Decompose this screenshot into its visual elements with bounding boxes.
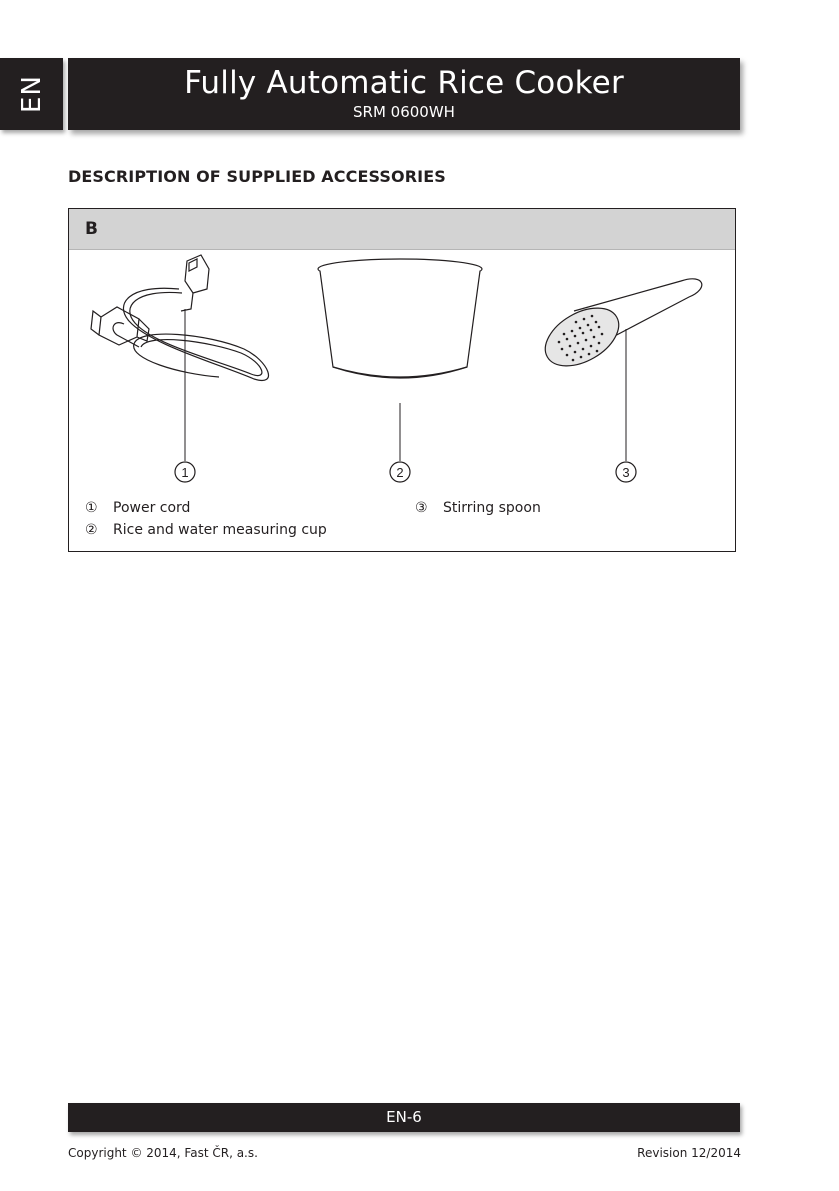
accessories-figure (68, 208, 736, 552)
callout-2-number: 2 (396, 465, 404, 480)
legend-number: ① (85, 500, 98, 516)
page-title: Fully Automatic Rice Cooker (184, 65, 624, 101)
page-number-bar (68, 1103, 740, 1132)
legend-text: Rice and water measuring cup (113, 522, 327, 538)
revision-text: Revision 12/2014 (637, 1146, 741, 1160)
legend-item-measuring-cup (85, 522, 327, 538)
copyright-text: Copyright © 2014, Fast ČR, a.s. (68, 1146, 258, 1160)
language-tab (0, 58, 63, 130)
power-cord-illustration (91, 255, 268, 381)
legend-text: Stirring spoon (443, 500, 541, 516)
section-heading: DESCRIPTION OF SUPPLIED ACCESSORIES (68, 167, 446, 186)
legend-item-power-cord (85, 500, 190, 516)
legend-text: Power cord (113, 500, 191, 516)
figure-label: B (69, 209, 735, 250)
language-tab-label: EN (16, 75, 47, 113)
legend-item-stirring-spoon (415, 500, 541, 516)
legend-number: ② (85, 522, 98, 538)
model-number: SRM 0600WH (353, 103, 455, 121)
measuring-cup-illustration (318, 259, 482, 378)
callout-3-number: 3 (622, 465, 630, 480)
page-number: EN-6 (386, 1108, 422, 1126)
page-header (68, 58, 740, 130)
legend-number: ③ (415, 500, 428, 516)
stirring-spoon-illustration (535, 279, 701, 378)
callout-1-number: 1 (181, 465, 189, 480)
